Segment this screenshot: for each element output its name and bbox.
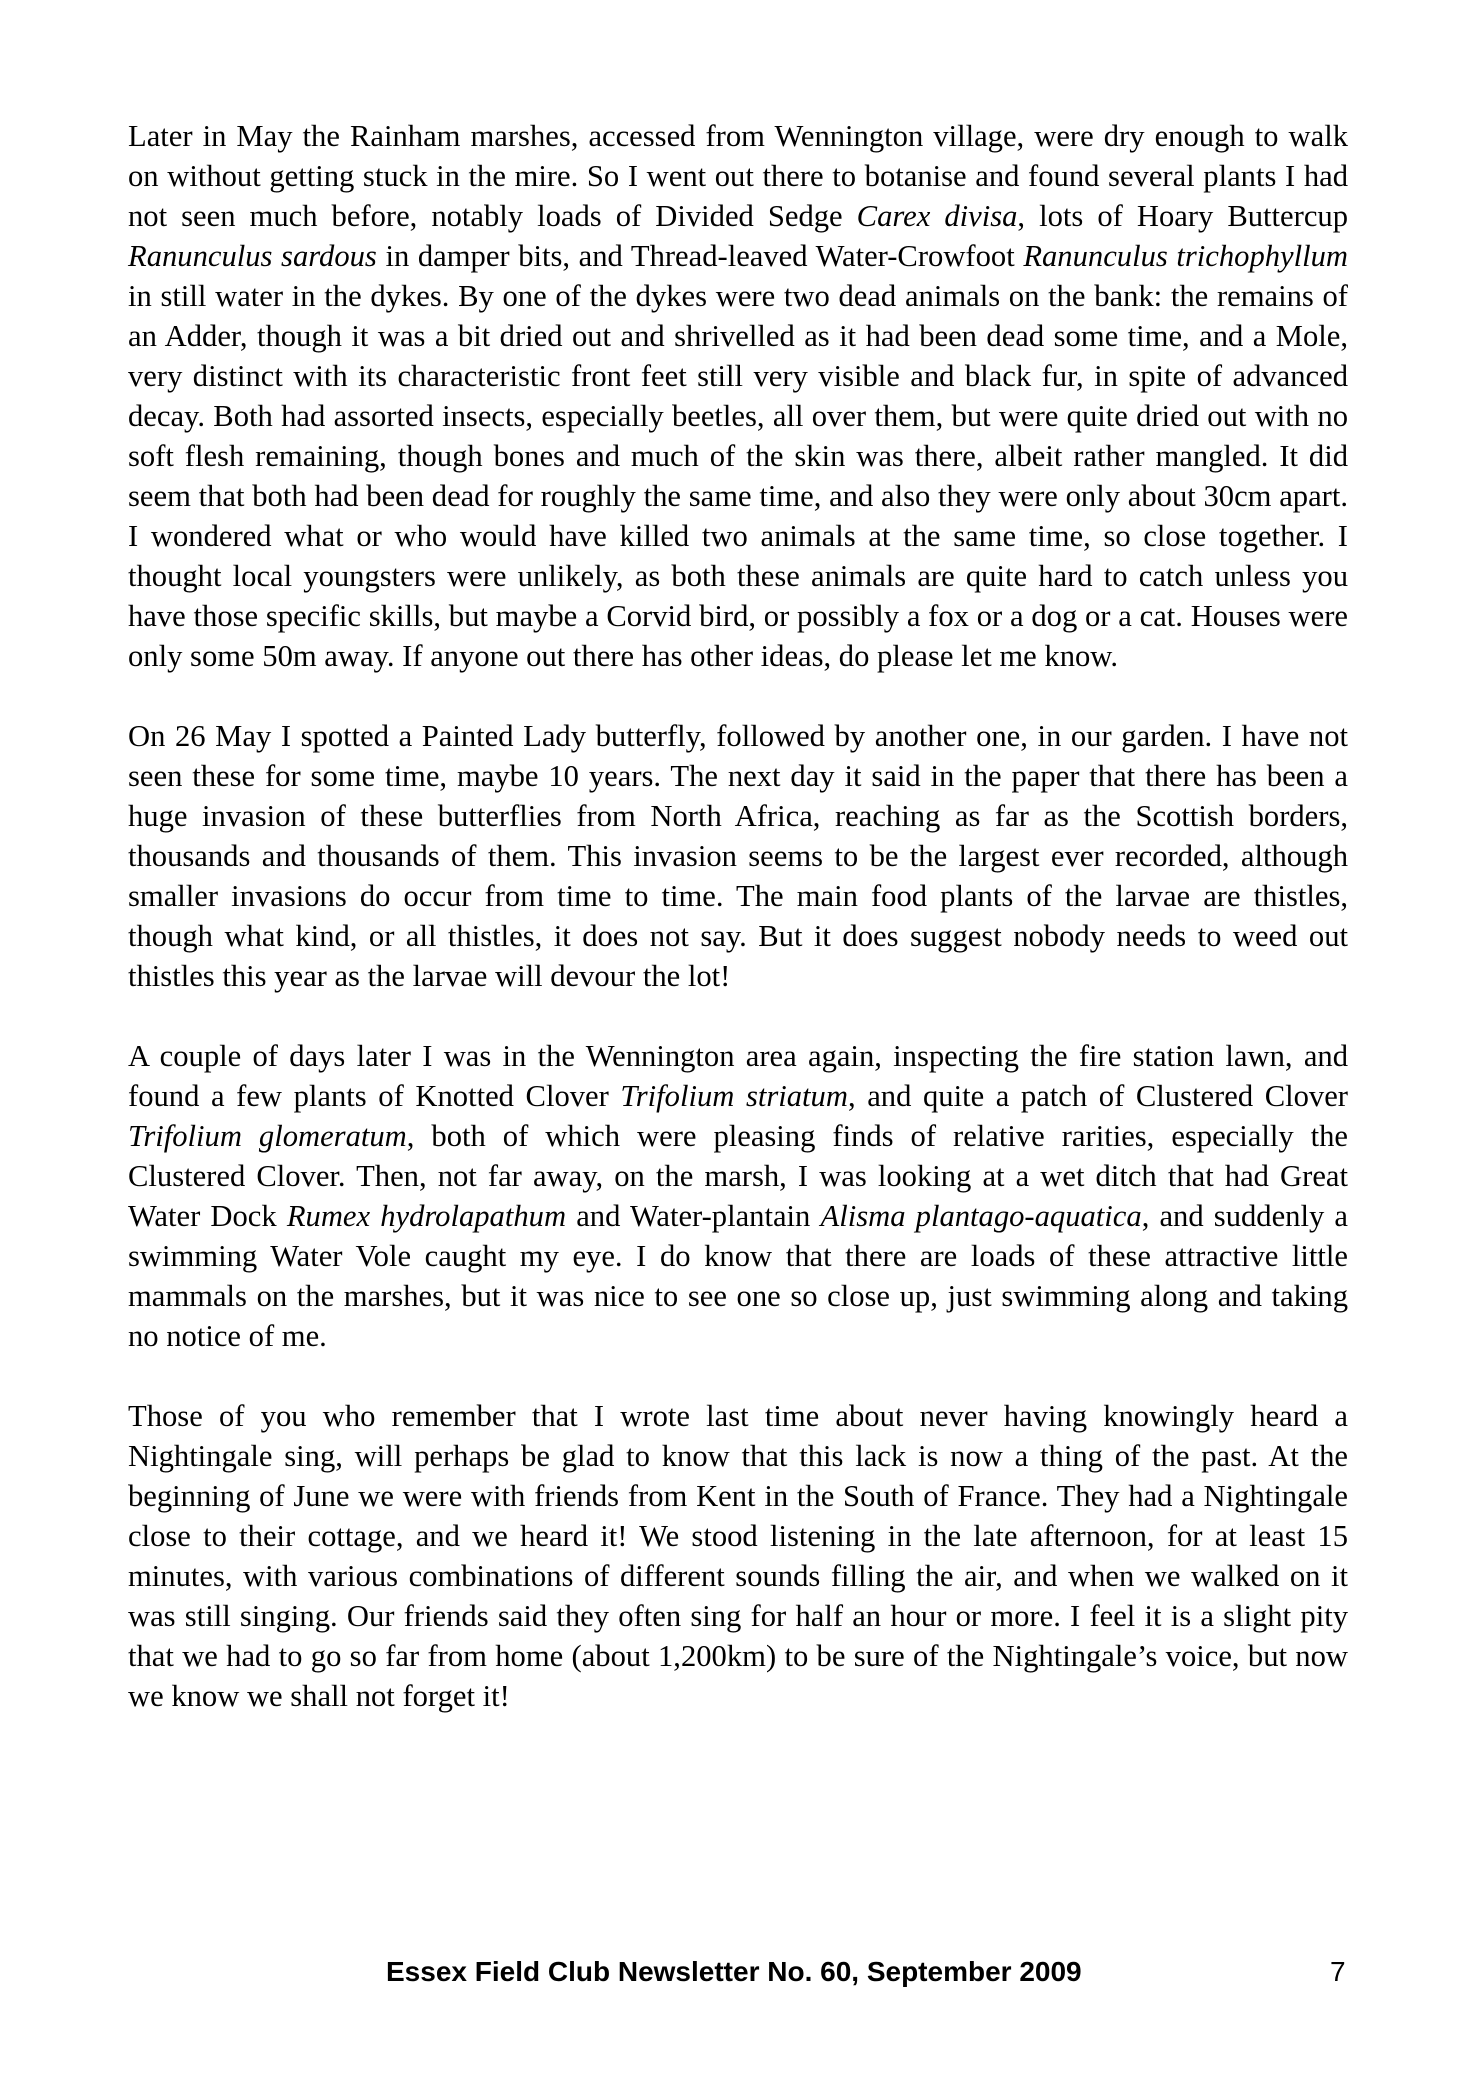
text-run: On 26 May I spotted a Painted Lady butterfly, followed by another one, in our garden. I have not seen these for some time, maybe 10 years. The next day it said in the paper that there has been a huge invasion of these butterflies from North Africa, reaching as far as the Scottish borders, thousands and thousands of them. This invasion seems to be the largest ever recorded, although smaller invasions do occur from time to time. The main food plants of the larvae are thistles, though what kind, or all thistles, it does not say. But it does suggest nobody needs to weed out thistles this year as the larvae will devour the lot! [128, 719, 1348, 993]
paragraph-painted-lady [128, 716, 1348, 996]
species-name: Alisma plantago-aquatica [820, 1199, 1142, 1233]
article-body [128, 116, 1348, 1756]
paragraph-rainham-marshes [128, 116, 1348, 676]
text-run: and Water-plantain [566, 1199, 821, 1233]
text-run: in damper bits, and Thread-leaved Water-Crowfoot [376, 239, 1024, 273]
species-name: Rumex hydrolapathum [286, 1199, 567, 1233]
species-name: Ranunculus sardous [128, 239, 377, 273]
species-name: Carex divisa [856, 199, 1018, 233]
paragraph-wennington-clover [128, 1036, 1348, 1356]
text-run: , both of which were pleasing finds of relative rarities, especially the Clustered Clover. Then, not far away, on the marsh, I was looking at a wet ditch that had Great Water Dock [128, 1119, 1348, 1233]
text-run: , and suddenly a swimming Water Vole caught my eye. I do know that there are loads of these attractive little mammals on the marshes, but it was nice to see one so close up, just swimming along and taking no notice of me. [128, 1199, 1348, 1353]
newsletter-title: Essex Field Club Newsletter No. 60, September 2009 [386, 1956, 1082, 1987]
text-run: , and quite a patch of Clustered Clover [847, 1079, 1348, 1113]
species-name: Trifolium glomeratum [128, 1119, 407, 1153]
text-run: A couple of days later I was in the Wennington area again, inspecting the fire station lawn, and found a few plants of Knotted Clover [128, 1039, 1348, 1113]
text-run: Those of you who remember that I wrote last time about never having knowingly heard a Nightingale sing, will perhaps be glad to know that this lack is now a thing of the past. At the beginning of June we were with friends from Kent in the South of France. They had a Nightingale close to their cottage, and we heard it! We stood listening in the late afternoon, for at least 15 minutes, with various combinations of different sounds filling the air, and when we walked on it was still singing. Our friends said they often sing for half an hour or more. I feel it is a slight pity that we had to go so far from home (about 1,200km) to be sure of the Nightingale’s voice, but now we know we shall not forget it! [128, 1399, 1348, 1713]
species-name: Trifolium striatum [620, 1079, 848, 1113]
page-number: 7 [1330, 1956, 1346, 1987]
text-run: in still water in the dykes. By one of the dykes were two dead animals on the bank: the remains of an Adder, though it was a bit dried out and shrivelled as it had been dead some time, and a Mole, very distinct with its characteristic front feet still very visible and black fur, in spite of advanced decay. Both had assorted insects, especially beetles, all over them, but were quite dried out with no soft flesh remaining, though bones and much of the skin was there, albeit rather mangled. It did seem that both had been dead for roughly the same time, and also they were only about 30cm apart. I wondered what or who would have killed two animals at the same time, so close together. I thought local youngsters were unlikely, as both these animals are quite hard to catch unless you have those specific skills, but maybe a Corvid bird, or possibly a fox or a dog or a cat. Houses were only some 50m away. If anyone out there has other ideas, do please let me know. [128, 279, 1348, 673]
text-run: , lots of Hoary Buttercup [1017, 199, 1348, 233]
page-footer [0, 1952, 1480, 1992]
text-run: Later in May the Rainham marshes, accessed from Wennington village, were dry enough to walk on without getting stuck in the mire. So I went out there to botanise and found several plants I had not seen much before, notably loads of Divided Sedge [128, 119, 1348, 233]
species-name: Ranunculus trichophyllum [1023, 239, 1349, 273]
paragraph-nightingale [128, 1396, 1348, 1716]
